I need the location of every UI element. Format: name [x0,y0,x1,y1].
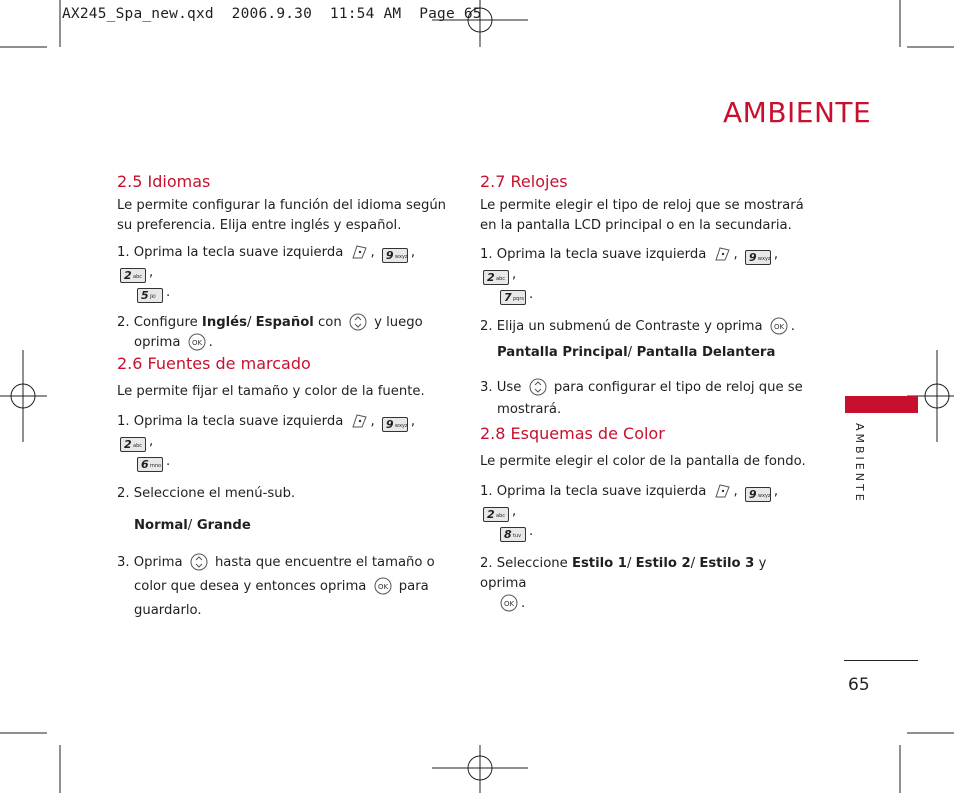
ok-key-icon [188,333,206,351]
page-title: AMBIENTE [723,96,872,129]
key-5-icon: 5 jkl [137,288,163,303]
svg-text:OK: OK [503,600,515,608]
side-tab-label: AMBIENTE [853,423,866,504]
key-6-icon: 6 mno [137,457,163,472]
section-heading: 2.7 Relojes [480,172,568,191]
page-number-rule [844,660,918,661]
left-soft-key-icon [714,483,731,499]
step-2: 2. Configure Inglés/ Español con y luego oprima OK . [117,315,423,350]
step-1: 1. Oprima la tecla suave izquierda , 9 wxyz , 2 abc , 8 tuv . [480,484,779,541]
section-heading: 2.8 Esquemas de Color [480,424,665,443]
nav-key-icon [349,313,367,331]
options: Normal/ Grande [134,518,251,533]
section-heading: 2.6 Fuentes de marcado [117,354,311,373]
ok-key-icon [374,577,392,595]
svg-text:OK: OK [773,323,784,331]
step-2: 2. Elija un submenú de Contraste y oprima OK . [480,319,795,334]
step-1: 1. Oprima la tecla suave izquierda , 9 wxyz , 2 abc , 5 jkl . [117,245,416,302]
key-2-icon: 2 abc [483,270,509,285]
svg-text:OK: OK [191,339,202,347]
print-slug: AX245_Spa_new.qxd 2006.9.30 11:54 AM Page 65 [62,6,482,22]
key-8-icon: 8 tuv [500,527,526,542]
section-fuentes [117,354,447,623]
key-9-icon: 9 wxyz [382,417,408,432]
step-1: 1. Oprima la tecla suave izquierda , 9 wxyz , 2 abc , 6 mno . [117,414,416,471]
step-2: 2. Seleccione el menú-sub. [117,486,296,501]
key-7-icon: 7 pqrs [500,290,526,305]
step-1: 1. Oprima la tecla suave izquierda , 9 wxyz , 2 abc , 7 pqrs . [480,247,779,304]
ok-key-icon [500,594,518,612]
step-2: 2. Seleccione Estilo 1/ Estilo 2/ Estilo 3 y oprima OK . [480,556,767,611]
key-2-icon: 2 abc [120,268,146,283]
key-9-icon: 9 wxyz [382,248,408,263]
section-description: Le permite fijar el tamaño y color de la fuente. [117,384,425,399]
section-relojes [480,172,810,421]
key-2-icon: 2 abc [120,437,146,452]
section-description: Le permite elegir el tipo de reloj que se mostrará en la pantalla LCD principal o en la secundaria. [480,198,804,233]
left-soft-key-icon [351,244,368,260]
key-9-icon: 9 wxyz [745,250,771,265]
section-description: Le permite configurar la función del idioma según su preferencia. Elija entre inglés y español. [117,198,447,233]
nav-key-icon [190,553,208,571]
options: Pantalla Principal/ Pantalla Delantera [497,345,776,360]
svg-text:OK: OK [377,583,388,591]
step-3: 3. Use para configurar el tipo de reloj que se mostrará. [480,380,803,417]
section-esquemas [480,424,810,614]
step-3: 3. Oprima hasta que encuentre el tamaño o color que desea y entonces oprima OK para guardarlo. [117,555,435,618]
side-tab-bar [845,396,918,413]
nav-key-icon [529,378,547,396]
left-soft-key-icon [714,246,731,262]
left-soft-key-icon [351,413,368,429]
section-idiomas [117,172,447,353]
ok-key-icon [770,317,788,335]
key-9-icon: 9 wxyz [745,487,771,502]
section-description: Le permite elegir el color de la pantalla de fondo. [480,454,806,469]
page-number: 65 [848,675,870,695]
section-heading: 2.5 Idiomas [117,172,211,191]
key-2-icon: 2 abc [483,507,509,522]
